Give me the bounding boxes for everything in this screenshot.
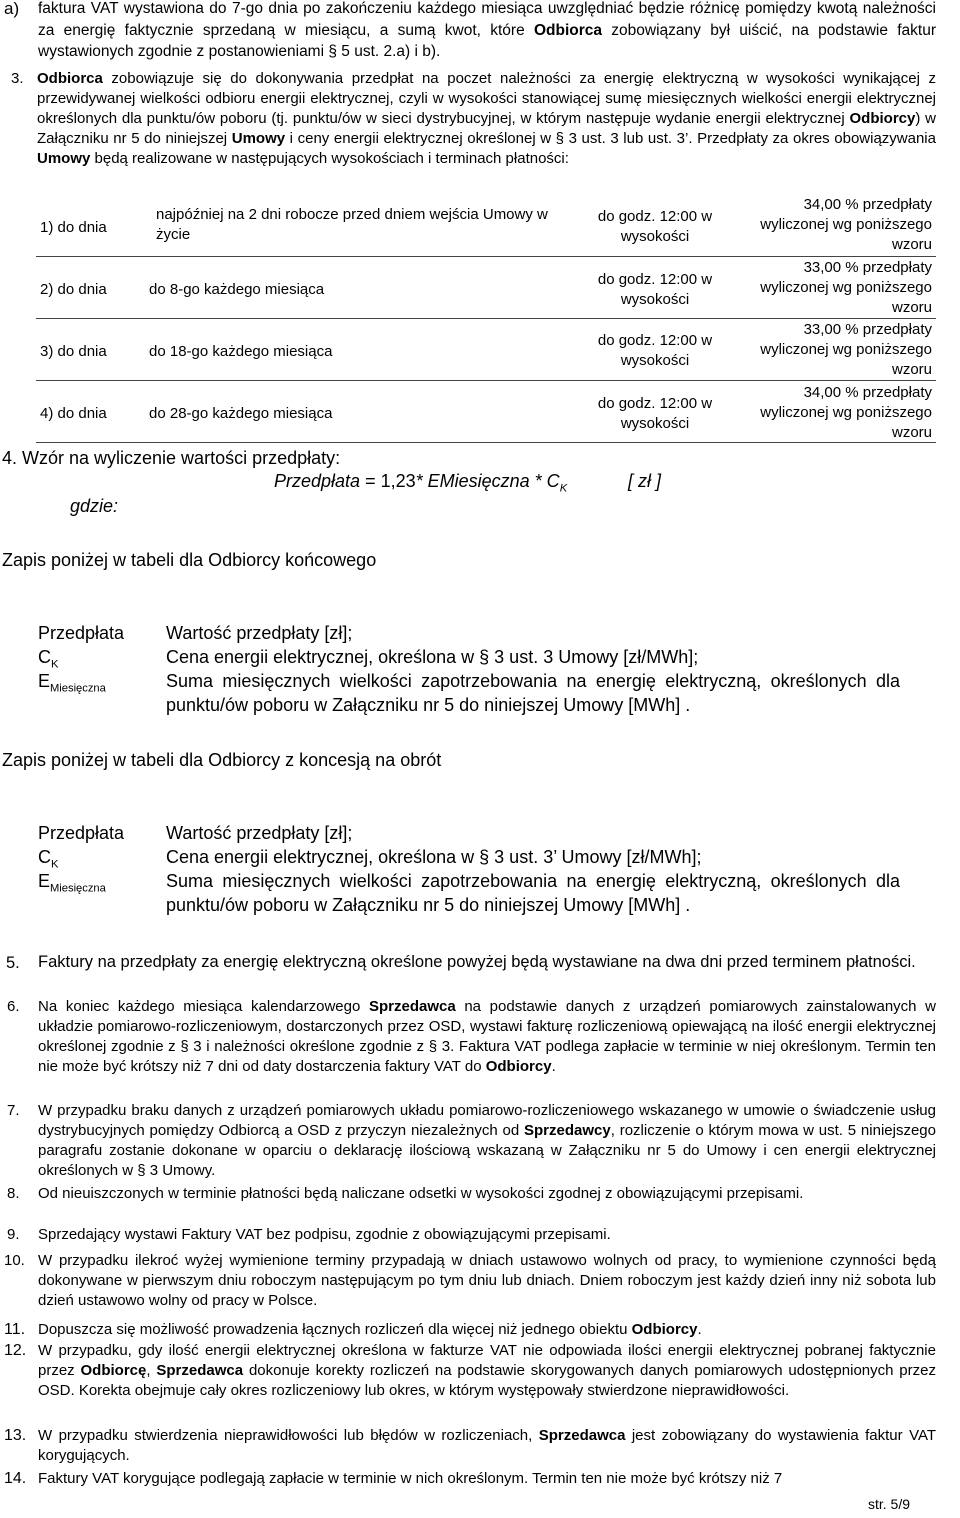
item-marker: 5. — [6, 954, 20, 972]
schedule-time: do godz. 12:00 w wysokości — [597, 208, 713, 245]
bold-party: Odbiorca — [37, 70, 103, 87]
item-marker: 8. — [7, 1185, 20, 1202]
formula-coefficient: 1,23 — [380, 471, 416, 491]
bold-party: Odbiorcy — [485, 1058, 552, 1075]
formula-heading: 4. Wzór na wyliczenie wartości przedpłaty: — [2, 448, 341, 468]
table-title: Zapis poniżej w tabeli dla Odbiorcy z koncesją na obrót — [2, 750, 442, 770]
schedule-term: do 8-go każdego miesiąca — [149, 281, 325, 298]
item-marker: 3. — [11, 70, 24, 87]
text: jest zobowiązany do wystawienia faktur VAT korygujących. — [38, 1427, 937, 1464]
schedule-number: 2) do dnia — [40, 281, 107, 298]
paragraph-6 — [38, 997, 936, 1077]
symbol: $E_{Miesięczna}$ — [38, 871, 106, 895]
text: Na koniec każdego miesiąca kalendarzowego — [38, 998, 369, 1015]
definition: Suma miesięcznych wielkości zapotrzebowania na energię elektryczną, określonych dla punktu/ów poboru w Załączniku nr 5 do niniejszej Umowy [MWh] . — [166, 671, 900, 715]
definition: Cena energii elektrycznej, określona w § 3 ust. 3 Umowy [zł/MWh]; — [166, 647, 699, 667]
symbol: Przedpłata — [38, 623, 125, 643]
text: W przypadku, gdy ilość energii elektrycznej określona w fakturze VAT nie odpowiada ilości energii elektrycznej pobranej faktycznie przez — [38, 1342, 936, 1379]
item-marker: 12. — [4, 1342, 27, 1359]
formula-sub: K — [559, 482, 568, 495]
bold-party: Sprzedawca — [368, 998, 456, 1015]
schedule-percent: 34,00 % przedpłaty wyliczonej wg poniższego wzoru — [760, 384, 932, 441]
symbol: $C_K$ — [38, 647, 59, 671]
symbol: $C_K$ — [38, 847, 59, 871]
text: . — [697, 1321, 702, 1338]
schedule-percent: 33,00 % przedpłaty wyliczonej wg poniższego wzoru — [760, 321, 932, 378]
bold-term: Umowy — [37, 150, 91, 167]
formula-gdzie: gdzie: — [70, 496, 119, 516]
paragraph-12 — [38, 1341, 936, 1401]
item-marker: 13. — [4, 1427, 27, 1444]
text: Dopuszcza się możliwość prowadzenia łącznych rozliczeń dla więcej niż jednego obiektu — [38, 1321, 632, 1338]
text: , rozliczenie o którym mowa w ust. 5 niniejszego paragrafu zostanie dokonane w oparciu o deklarację ilościową wskazaną w Załączniku nr 5 do Umowy i cen energii elektrycznej określonych w § 3 Umowy. — [38, 1122, 936, 1179]
bold-party: Sprzedawca — [156, 1362, 244, 1379]
definition: Wartość przedpłaty [zł]; — [166, 823, 353, 843]
text: W przypadku stwierdzenia nieprawidłowości lub błędów w rozliczeniach, — [38, 1427, 539, 1444]
bold-party: Odbiorcę — [80, 1362, 147, 1379]
text: . — [551, 1058, 556, 1075]
schedule-term: do 28-go każdego miesiąca — [149, 405, 333, 422]
formula-lhs: Przedpłata — [274, 471, 361, 491]
text: i ceny energii elektrycznej określonej w § 3 ust. 3 lub ust. 3’. Przedpłaty za okres obowiązywania — [285, 130, 936, 147]
schedule-number: 3) do dnia — [40, 343, 107, 360]
text: będą realizowane w następujących wysokościach i terminach płatności: — [90, 150, 569, 167]
schedule-divider — [36, 256, 936, 257]
text: faktura VAT wystawiona do 7-go dnia po zakończeniu każdego miesiąca uwzględniać będzie różnicę pomiędzy kwotą należności za energię faktycznie sprzedaną w miesiącu, a sumą kwot, które — [38, 0, 936, 39]
item-marker: 6. — [7, 998, 20, 1015]
item-marker: 7. — [7, 1102, 20, 1119]
schedule-percent: 33,00 % przedpłaty wyliczonej wg poniższego wzoru — [760, 259, 932, 316]
schedule-divider — [36, 380, 936, 381]
paragraph-14: Faktury VAT korygujące podlegają zapłacie w terminie w nich określonym. Termin ten nie może być krótszy niż 7 — [38, 1470, 783, 1487]
paragraph-11 — [38, 1320, 936, 1340]
item-marker: 14. — [4, 1470, 27, 1487]
bold-party: Sprzedawca — [538, 1427, 626, 1444]
bold-term: Umowy — [231, 130, 286, 147]
paragraph-8: Od nieuiszczonych w terminie płatności będą naliczane odsetki w wysokości zgodnej z obowiązującymi przepisami. — [38, 1185, 804, 1202]
table-title: Zapis poniżej w tabeli dla Odbiorcy końcowego — [2, 550, 377, 570]
text: zobowiązuje się do dokonywania przedpłat na poczet należności za energię elektryczną w wysokości wynikającej z przewidywanej wielkości odbioru energii elektrycznej, czyli w wysokości stanowiącej sumę miesięcznych wielkości energii elektrycznej określonych dla punktu/ów poboru (tj. punktu/ów w sieci dystrybucyjnej, w którym następuje wydanie energii elektrycznej — [37, 70, 936, 127]
item-marker: 11. — [4, 1321, 26, 1338]
paragraph-9: Sprzedający wystawi Faktury VAT bez podpisu, zgodnie z obowiązującymi przepisami. — [38, 1226, 611, 1243]
definition: Suma miesięcznych wielkości zapotrzebowania na energię elektryczną, określonych dla punktu/ów poboru w Załączniku nr 5 do niniejszej Umowy [MWh] . — [166, 871, 900, 915]
schedule-time: do godz. 12:00 w wysokości — [597, 395, 713, 432]
definition: Wartość przedpłaty [zł]; — [166, 623, 353, 643]
text: W przypadku braku danych z urządzeń pomiarowych układu pomiarowo-rozliczeniowego wskazanego w umowie o świadczenie usług dystrybucyjnych pomiędzy Odbiorcą a OSD z przyczyn niezależnych od — [38, 1102, 936, 1139]
text: ) w Załączniku nr 5 do niniejszej — [37, 110, 936, 147]
paragraph-5: Faktury na przedpłaty za energię elektryczną określone powyżej będą wystawiane na dwa dni przed terminem płatności. — [38, 953, 916, 971]
schedule-divider — [36, 442, 936, 443]
paragraph-7 — [38, 1101, 936, 1181]
text: zobowiązany był uiścić, na podstawie faktur wystawionych zgodnie z postanowieniami § 5 ust. 2.a) i b). — [38, 21, 936, 60]
symbol: Przedpłata — [38, 823, 125, 843]
formula-eq: = — [360, 471, 381, 491]
page-number: str. 5/9 — [868, 1496, 911, 1512]
bold-party: Odbiorcy — [849, 110, 916, 127]
text: dokonuje korekty rozliczeń na podstawie skorygowanych danych pomiarowych udostępnionych przez OSD. Korekta obejmuje cały okres rozliczeniowy lub okres, w którym występowały stwierdzone nieprawidłowości. — [38, 1362, 936, 1399]
schedule-term: do 18-go każdego miesiąca — [149, 343, 333, 360]
symbol: $E_{Miesięczna}$ — [38, 671, 106, 695]
schedule-time: do godz. 12:00 w wysokości — [597, 332, 713, 369]
paragraph-a — [38, 0, 936, 63]
formula — [274, 469, 567, 501]
bold-party: Sprzedawcy — [524, 1122, 611, 1139]
schedule-term: najpóźniej na 2 dni robocze przed dniem wejścia Umowy w życie — [156, 206, 548, 243]
item-marker: 9. — [7, 1226, 20, 1243]
bold-party: Odbiorca — [533, 21, 603, 39]
schedule-divider — [36, 318, 936, 319]
item-marker: a) — [4, 0, 20, 18]
formula-terms: * EMiesięczna * C — [415, 471, 560, 491]
paragraph-10: W przypadku ilekroć wyżej wymienione terminy przypadają w dniach ustawowo wolnych od pracy, to wymienione czynności będą dokonywane w pierwszym dniu roboczym następującym po tym dniu lub dniach. Dniem roboczym jest każdy dzień inny niż sobota lub dzień ustawowo wolny od pracy w Polsce. — [38, 1252, 936, 1309]
schedule-time: do godz. 12:00 w wysokości — [597, 271, 713, 308]
paragraph-13 — [38, 1426, 936, 1466]
definition: Cena energii elektrycznej, określona w § 3 ust. 3’ Umowy [zł/MWh]; — [166, 847, 702, 867]
schedule-percent: 34,00 % przedpłaty wyliczonej wg poniższego wzoru — [760, 196, 932, 253]
text: , — [146, 1362, 157, 1379]
schedule-number: 1) do dnia — [40, 219, 107, 236]
paragraph-3 — [11, 69, 936, 169]
schedule-number: 4) do dnia — [40, 405, 107, 422]
formula-unit: [ zł ] — [628, 471, 662, 491]
bold-party: Odbiorcy — [631, 1321, 698, 1338]
item-marker: 10. — [4, 1252, 25, 1269]
payment-schedule — [0, 194, 960, 448]
text: na podstawie danych z urządzeń pomiarowych zainstalowanych w układzie pomiarowo-rozliczeniowym, dostarczonych przez OSD, wystawi fakturę rozliczeniową opiewającą na ilość energii elektrycznej określonej zgodnie z § 3 i należności określone zgodnie z § 3. Faktura VAT podlega zapłacie w terminie w niej określonym. Termin ten nie może być krótszy niż 7 dni od daty dostarczenia faktury VAT do — [38, 998, 937, 1075]
